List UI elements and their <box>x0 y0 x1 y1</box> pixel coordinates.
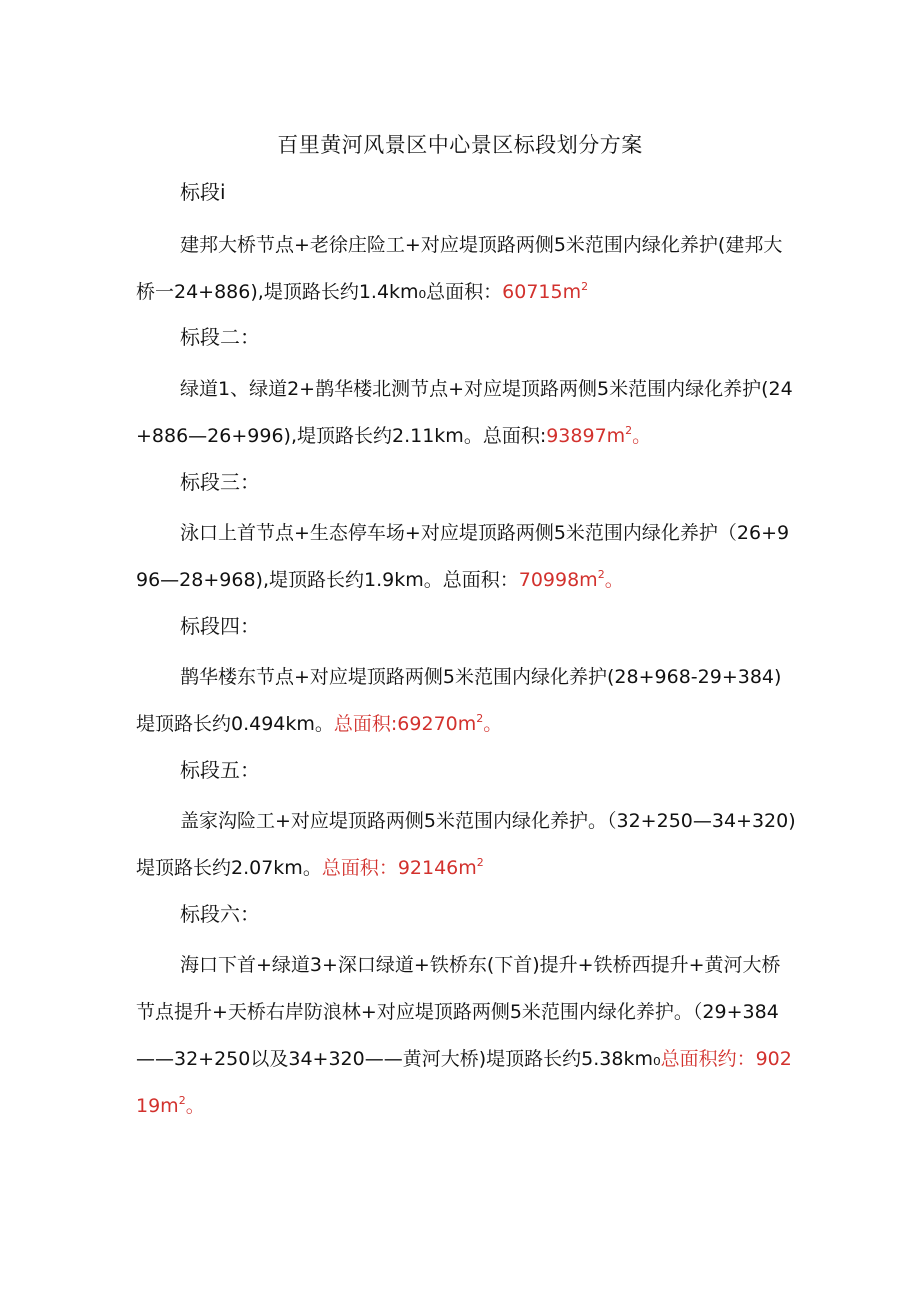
section-4-area-value: 总面积:69270m <box>333 713 477 735</box>
section-5-heading: 标段五： <box>180 758 260 782</box>
section-3-text: 泳口上首节点+生态停车场+对应堤顶路两侧5米范围内绿化养护（26+996—28+968),堤顶路长约1.9km。总面积： <box>136 522 790 591</box>
section-3-body <box>136 510 796 604</box>
section-2-body <box>136 366 796 460</box>
section-2-area-tail: 。 <box>632 425 652 447</box>
section-2-heading: 标段二： <box>180 325 260 349</box>
section-6-text: 海口下首+绿道3+深口绿道+铁桥东(下首)提升+铁桥西提升+黄河大桥节点提升+天桥右岸防浪林+对应堤顶路两侧5米范围内绿化养护。（29+384——32+250以及34+320——黄河大桥)堤顶路长约5.38km₀ <box>136 954 781 1070</box>
section-4-area <box>334 713 502 735</box>
section-5-body <box>136 798 796 892</box>
section-6-heading: 标段六： <box>180 902 260 926</box>
section-2-area-sup: 2 <box>625 424 633 437</box>
section-4-area-sup: 2 <box>476 712 484 725</box>
section-3-heading: 标段三： <box>180 470 260 494</box>
section-6-area-tail: 。 <box>185 1095 205 1117</box>
section-2-area <box>546 425 651 447</box>
section-1-area-value: 60715m <box>502 281 582 303</box>
section-5-area <box>322 857 484 879</box>
document-title: 百里黄河风景区中心景区标段划分方案 <box>277 133 643 157</box>
section-1-area-sup: 2 <box>581 280 589 293</box>
section-4-heading: 标段四： <box>180 614 260 638</box>
section-2-area-value: 93897m <box>546 425 626 447</box>
section-3-area <box>519 569 624 591</box>
section-1-area <box>502 281 588 303</box>
section-3-area-tail: 。 <box>604 569 624 591</box>
section-4-body <box>136 654 796 748</box>
section-4-text: 鹊华楼东节点+对应堤顶路两侧5米范围内绿化养护(28+968-29+384)堤顶路长约0.494km。 <box>136 666 782 735</box>
section-3-area-value: 70998m <box>518 569 598 591</box>
section-1-heading: 标段i <box>180 180 226 204</box>
section-6-area-value: 总面积约：90219m <box>136 1048 792 1117</box>
section-6-body <box>136 942 796 1130</box>
section-5-area-sup: 2 <box>476 856 484 869</box>
section-3-area-sup: 2 <box>597 568 605 581</box>
section-5-area-value: 总面积：92146m <box>321 857 477 879</box>
section-4-area-tail: 。 <box>483 713 503 735</box>
section-2-text: 绿道1、绿道2+鹊华楼北测节点+对应堤顶路两侧5米范围内绿化养护(24+886—26+996),堤顶路长约2.11km。总面积: <box>136 378 793 447</box>
section-1-body <box>136 222 796 316</box>
section-5-text: 盖家沟险工+对应堤顶路两侧5米范围内绿化养护。（32+250—34+320)堤顶路长约2.07km。 <box>136 810 796 879</box>
section-6-area-sup: 2 <box>178 1094 186 1107</box>
section-1-text: 建邦大桥节点+老徐庄险工+对应堤顶路两侧5米范围内绿化养护(建邦大桥一24+886),堤顶路长约1.4km₀总面积： <box>136 234 783 303</box>
